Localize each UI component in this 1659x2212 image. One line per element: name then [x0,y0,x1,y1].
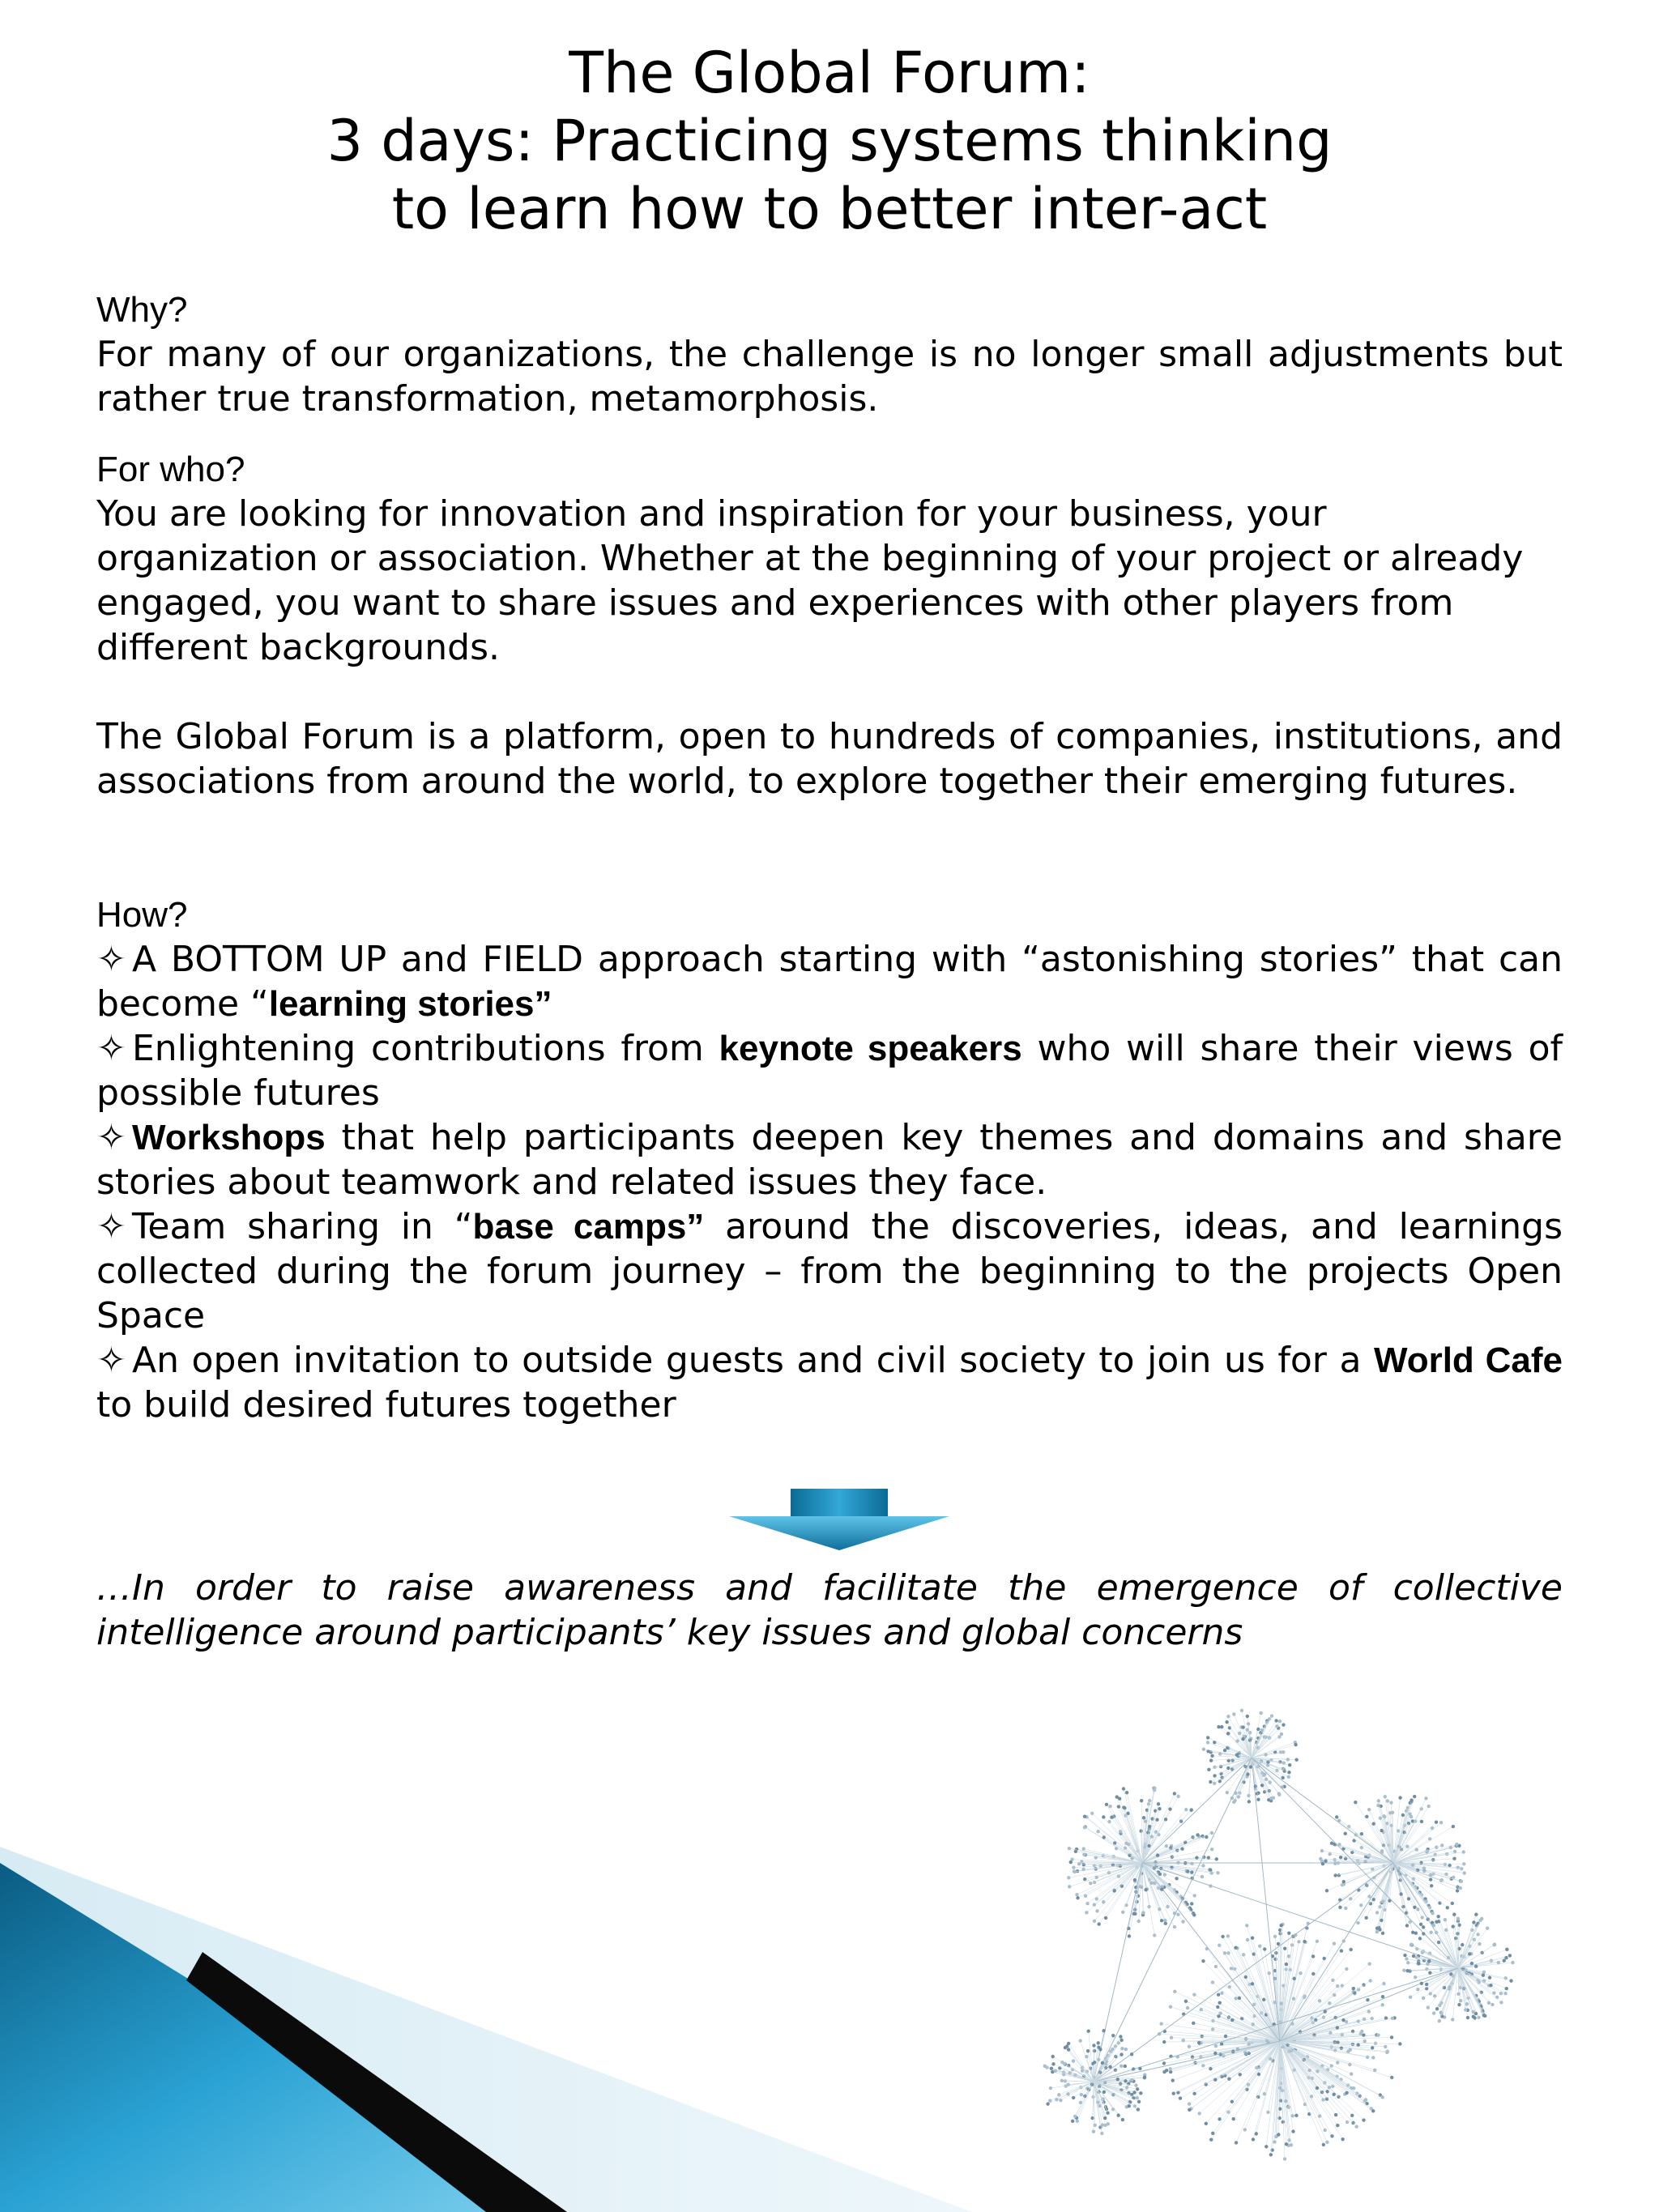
four-pointed-star-icon: ✧ [96,1028,126,1069]
four-pointed-star-icon: ✧ [96,939,126,980]
platform-text: The Global Forum is a platform, open to hundreds of companies, institutions, and associations from around the world, to explore together their emerging futures. [96,716,1563,802]
how-bullet-4 [96,1204,1563,1338]
bullet-5-bold: World Cafe [1373,1340,1563,1380]
why-text: For many of our organizations, the challenge is no longer small adjustments but rather true transformation, metamorphosis. [96,334,1563,420]
bullet-4-text: Team sharing in “ [132,1206,473,1247]
for-who-line-4: different backgrounds. [96,627,501,668]
title-line-1: The Global Forum: [569,40,1090,106]
for-who-line-2: organization or association. Whether at the beginning of your project or already [96,538,1524,579]
bullet-4-bold: base camps” [472,1207,705,1247]
bullet-1-bold: learning stories” [268,984,552,1024]
four-pointed-star-icon: ✧ [96,1117,126,1158]
title-line-2: 3 days: Practicing systems thinking [326,108,1333,174]
arrow-down-icon [729,1489,949,1550]
how-heading: How? [96,895,188,935]
for-who-line-1: You are looking for innovation and inspiration for your business, your [96,493,1327,535]
four-pointed-star-icon: ✧ [96,1206,126,1247]
closing-line-1: …In order to raise awareness and facilitate the emergence of collective [96,1567,1563,1609]
network-graph-image [1004,1701,1555,2212]
how-bullet-5 [96,1338,1563,1427]
closing-line-2: intelligence around participants’ key issues and global concerns [96,1612,1243,1653]
how-bullet-2 [96,1026,1563,1115]
bullet-3-bold: Workshops [132,1118,326,1157]
page-title [0,39,1659,243]
closing-statement [96,1566,1563,1655]
how-bullet-1 [96,937,1563,1026]
for-who-heading: For who? [96,450,245,489]
bullet-2-bold: keynote speakers [719,1029,1022,1068]
bullet-4-text-end: around the discoveries, ideas, and learnings collected during the forum journey – from the beginning to the projects Open Space [96,1206,1563,1336]
title-line-3: to learn how to better inter-act [391,176,1268,242]
bullet-5-text: An open invitation to outside guests and civil society to join us for a [132,1340,1374,1381]
bullet-3-text: that help participants deepen key themes and domains and share stories about teamwork and related issues they face. [96,1117,1563,1203]
how-bullet-3 [96,1115,1563,1204]
why-heading: Why? [96,290,188,330]
bullet-2-text-end: who will share their views of possible futures [96,1028,1563,1114]
four-pointed-star-icon: ✧ [96,1340,126,1381]
bullet-1-text: A BOTTOM UP and FIELD approach starting with “astonishing stories” that can become “ [96,939,1563,1025]
main-content [96,288,1563,1427]
for-who-line-3: engaged, you want to share issues and experiences with other players from [96,582,1454,624]
bullet-2-text: Enlightening contributions from [132,1028,719,1069]
decorative-corner-graphic [0,1831,972,2212]
bullet-5-text-end: to build desired futures together [96,1384,676,1426]
